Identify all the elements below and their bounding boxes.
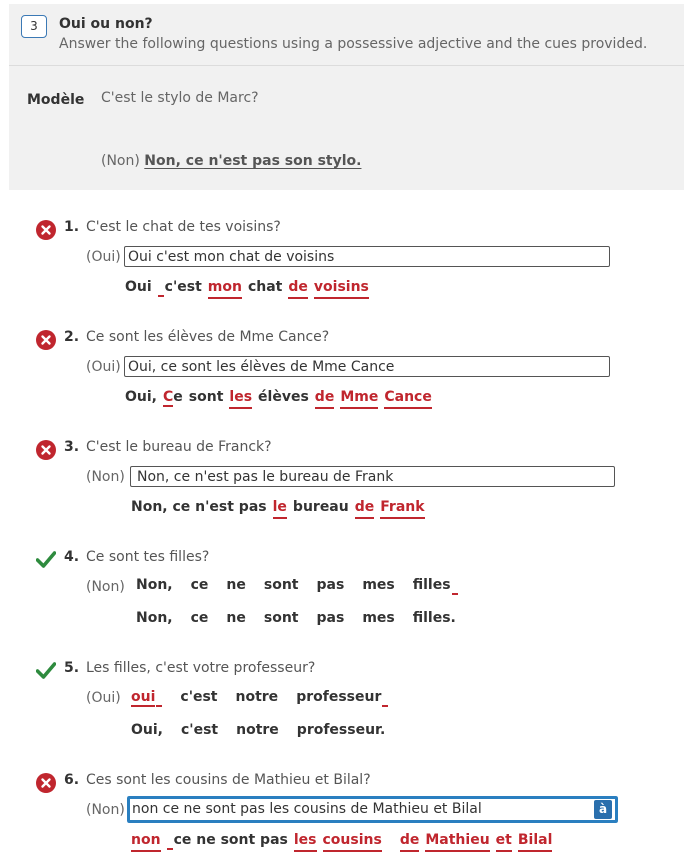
accent-character-button[interactable]: à (594, 800, 612, 819)
feedback-word-wrong: non (131, 832, 161, 852)
response-word: notre (235, 689, 279, 705)
item-number: 4. (64, 549, 80, 565)
response-word: ne (226, 577, 246, 593)
answer-word: pas (316, 610, 345, 626)
item-question: Ce sont tes filles? (86, 549, 210, 565)
feedback-word-wrong: le (273, 499, 287, 519)
item-cue: (Oui) (86, 690, 121, 706)
feedback-word-wrong: Frank (380, 499, 424, 519)
response-word: filles (412, 577, 451, 593)
model-label: Modèle (27, 92, 85, 108)
answer-input[interactable]: Non, ce n'est pas le bureau de Frank (130, 466, 615, 487)
item-question: C'est le chat de tes voisins? (86, 219, 281, 235)
item-number: 2. (64, 329, 80, 345)
correct-checkmark-icon (36, 549, 56, 569)
answer-word: sont (263, 610, 299, 626)
feedback-word-wrong: les (229, 389, 252, 409)
exercise-title: Oui ou non? (59, 16, 153, 32)
exercise-instructions: Answer the following questions using a possessive adjective and the cues provided. (59, 36, 648, 52)
item-number: 1. (64, 219, 80, 235)
answer-word: c'est (181, 722, 219, 738)
feedback-word: Oui (125, 279, 152, 295)
correct-answer-line (131, 722, 385, 740)
item-cue: (Oui) (86, 249, 121, 265)
model-question: C'est le stylo de Marc? (101, 90, 259, 106)
feedback-word-wrong: Cance (384, 389, 431, 409)
model-answer: Non, ce n'est pas son stylo. (144, 153, 362, 169)
correct-checkmark-icon (36, 660, 56, 680)
response-line[interactable] (131, 689, 388, 707)
response-word: sont (263, 577, 299, 593)
answer-input-focused[interactable]: non ce ne sont pas les cousins de Mathieu et Bilal (127, 796, 618, 823)
correct-answer-line (136, 610, 456, 628)
item-question: Les filles, c'est votre professeur? (86, 660, 316, 676)
feedback-line (131, 832, 552, 852)
feedback-word-wrong: Mme (340, 389, 378, 409)
feedback-word: Non, ce n'est pas (131, 499, 267, 515)
answer-word: professeur. (296, 722, 386, 738)
response-word: oui (131, 689, 156, 705)
answer-word: ce (190, 610, 209, 626)
item-number: 6. (64, 772, 80, 788)
feedback-word: Oui, (125, 389, 157, 405)
answer-word: ne (226, 610, 246, 626)
item-question: Ces sont les cousins de Mathieu et Bilal? (86, 772, 371, 788)
answer-word: notre (236, 722, 279, 738)
feedback-line (125, 279, 369, 299)
feedback-word-wrong: et (496, 832, 512, 852)
answer-input[interactable]: Oui, ce sont les élèves de Mme Cance (124, 356, 610, 377)
response-word: pas (316, 577, 345, 593)
feedback-line (125, 389, 432, 409)
item-cue: (Non) (86, 469, 125, 485)
item-cue: (Non) (86, 579, 125, 595)
exercise-number-badge: 3 (21, 15, 47, 38)
incorrect-icon (36, 773, 56, 793)
feedback-word-wrong: de (288, 279, 308, 299)
feedback-word-wrong: de (400, 832, 420, 852)
incorrect-icon (36, 330, 56, 350)
incorrect-icon (36, 220, 56, 240)
feedback-word: sont (188, 389, 224, 405)
response-word: c'est (180, 689, 218, 705)
item-number: 5. (64, 660, 80, 676)
answer-word: mes (362, 610, 395, 626)
feedback-word: ce ne sont pas (167, 832, 288, 852)
feedback-word-wrong: les (294, 832, 317, 852)
feedback-word-wrong: de (315, 389, 335, 409)
answer-word: Oui, (131, 722, 163, 738)
item-number: 3. (64, 439, 80, 455)
item-cue: (Oui) (86, 359, 121, 375)
model-answer-line (101, 153, 361, 169)
feedback-word: élèves (258, 389, 309, 405)
response-line[interactable] (136, 577, 458, 595)
incorrect-icon (36, 440, 56, 460)
response-word: mes (362, 577, 395, 593)
feedback-word-wrong: voisins (314, 279, 369, 299)
feedback-word-wrong: mon (208, 279, 242, 299)
feedback-word-wrong: Bilal (518, 832, 553, 852)
response-word: Non, (136, 577, 173, 593)
feedback-word: bureau (292, 499, 349, 515)
item-question: Ce sont les élèves de Mme Cance? (86, 329, 330, 345)
feedback-word: chat (247, 279, 283, 295)
feedback-line (131, 499, 425, 519)
item-question: C'est le bureau de Franck? (86, 439, 272, 455)
model-example (9, 66, 684, 190)
feedback-word-wrong: de (355, 499, 375, 519)
answer-word: filles. (412, 610, 456, 626)
item-cue: (Non) (86, 802, 125, 818)
feedback-word: c'est (158, 279, 202, 299)
answer-input[interactable]: Oui c'est mon chat de voisins (124, 246, 610, 267)
exercise-header (9, 4, 684, 66)
feedback-word-wrong: Mathieu (425, 832, 489, 852)
feedback-word-wrong: cousins (323, 832, 382, 852)
model-cue: (Non) (101, 153, 140, 169)
spacing-marker (452, 577, 458, 595)
answer-word: Non, (136, 610, 173, 626)
feedback-word: Ce (163, 389, 183, 405)
response-word: professeur (296, 689, 382, 705)
response-word: ce (190, 577, 209, 593)
spacing-marker (382, 689, 388, 707)
